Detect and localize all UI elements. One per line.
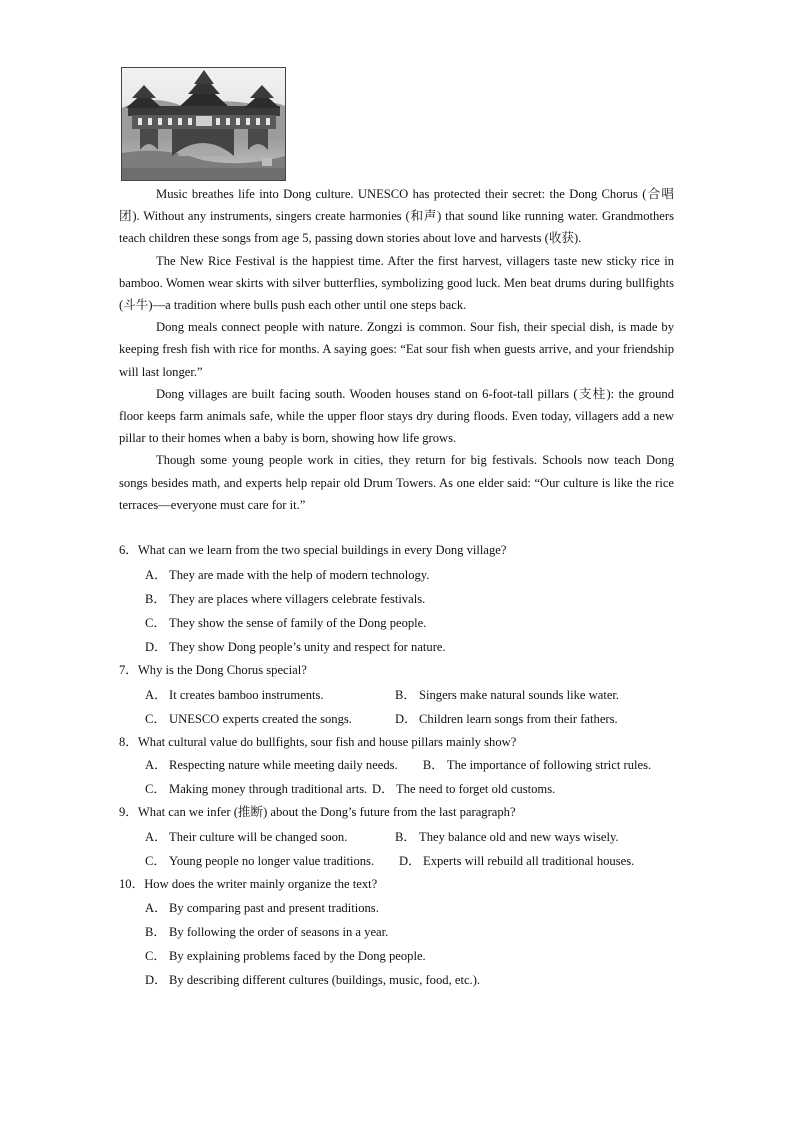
option-c[interactable] — [145, 944, 675, 968]
option-a[interactable] — [145, 563, 675, 587]
option-text: They show the sense of family of the Dong people. — [169, 615, 427, 630]
option-letter: D． — [145, 639, 167, 654]
option-row — [145, 825, 675, 849]
passage-paragraph: Dong meals connect people with nature. Zongzi is common. Sour fish, their special dish, is made by keeping fresh fish with rice for months. A saying goes: “Eat sour fish when guests arrive, and your friendship will last longer.” — [119, 320, 674, 379]
question-number: 9． — [119, 804, 138, 819]
option-b[interactable] — [145, 920, 675, 944]
option-d[interactable] — [372, 777, 555, 801]
option-letter: C． — [145, 949, 166, 964]
option-text: Children learn songs from their fathers. — [419, 711, 618, 726]
question-stem — [119, 659, 675, 683]
option-letter: D． — [395, 711, 417, 726]
reading-passage — [119, 183, 674, 516]
option-letter: B． — [145, 925, 166, 940]
question-number: 10． — [119, 876, 145, 891]
option-letter: D． — [372, 781, 394, 796]
option-b[interactable] — [145, 587, 675, 611]
question-stem — [119, 873, 675, 897]
option-text: Making money through traditional arts. — [169, 781, 368, 796]
question-list — [119, 539, 675, 992]
option-row — [145, 707, 675, 731]
option-row — [145, 754, 675, 777]
question-stem — [119, 801, 675, 825]
option-a[interactable] — [145, 896, 675, 920]
option-list — [119, 563, 675, 659]
option-text: It creates bamboo instruments. — [169, 687, 324, 702]
option-text: By following the order of seasons in a year. — [169, 925, 389, 940]
option-b[interactable] — [423, 758, 651, 772]
question-stem — [119, 539, 675, 563]
question-number: 6． — [119, 543, 138, 557]
question-text: How does the writer mainly organize the text? — [144, 876, 378, 891]
option-text: The need to forget old customs. — [396, 781, 556, 796]
wind-rain-bridge-icon — [122, 68, 285, 180]
option-list — [119, 683, 675, 731]
option-letter: A． — [145, 901, 167, 916]
option-row — [145, 849, 675, 873]
option-letter: C． — [145, 615, 166, 630]
passage-paragraph: Though some young people work in cities, they return for big festivals. Schools now teach Dong songs besides math, and experts help repair old Drum Towers. As one elder said: “Our culture is like the rice terraces—everyone must care for it.” — [119, 453, 674, 512]
option-list — [119, 754, 675, 801]
option-c[interactable] — [145, 849, 399, 873]
option-d[interactable] — [399, 849, 634, 873]
passage-paragraph: Music breathes life into Dong culture. UNESCO has protected their secret: the Dong Chorus (合唱团). Without any instruments, singers create harmonies (和声) that sound like running water. Grandmothers teach children these songs from age 5, passing down stories about love and harvests (收获). — [119, 187, 674, 246]
option-letter: B． — [395, 829, 416, 844]
option-letter: C． — [145, 853, 166, 868]
option-row — [145, 777, 675, 801]
option-letter: C． — [145, 781, 166, 796]
question-text: What can we infer (推断) about the Dong’s future from the last paragraph? — [137, 804, 516, 819]
option-letter: A． — [145, 687, 167, 702]
option-letter: B． — [395, 687, 416, 702]
passage-paragraph: The New Rice Festival is the happiest time. After the first harvest, villagers taste new sticky rice in bamboo. Women wear skirts with silver butterflies, symbolizing good luck. Men beat drums during bullfights (斗牛)—a tradition where bulls push each other until one steps back. — [119, 253, 674, 313]
question-text: What cultural value do bullfights, sour fish and house pillars mainly show? — [137, 734, 517, 749]
option-text: They are places where villagers celebrate festivals. — [169, 591, 426, 606]
option-d[interactable] — [145, 635, 675, 659]
option-d[interactable] — [395, 707, 618, 731]
question-number: 8． — [119, 734, 138, 749]
option-a[interactable] — [145, 825, 395, 849]
option-text: Young people no longer value traditions. — [169, 853, 375, 868]
option-a[interactable] — [145, 683, 395, 707]
option-a[interactable] — [145, 758, 398, 772]
option-text: By explaining problems faced by the Dong people. — [169, 949, 426, 964]
passage-paragraph: Dong villages are built facing south. Wooden houses stand on 6-foot-tall pillars (支柱): the ground floor keeps farm animals safe, while the upper floor stays dry during floods. Even today, villagers add a new pillar to their homes when a baby is born, showing how life grows. — [119, 386, 674, 446]
option-list — [119, 825, 675, 873]
option-text: They show Dong people’s unity and respect for nature. — [169, 639, 446, 654]
option-text: By describing different cultures (buildings, music, food, etc.). — [169, 973, 481, 988]
option-text: Experts will rebuild all traditional houses. — [423, 853, 635, 868]
option-d[interactable] — [145, 968, 675, 992]
option-text: By comparing past and present traditions. — [169, 901, 379, 916]
dong-bridge-photo — [121, 67, 286, 181]
option-text: They are made with the help of modern technology. — [169, 567, 430, 582]
question-8 — [119, 731, 675, 801]
option-letter: C． — [145, 711, 166, 726]
option-letter: D． — [399, 853, 421, 868]
question-stem — [119, 731, 675, 755]
option-text: The importance of following strict rules. — [446, 758, 652, 773]
option-letter: A． — [145, 758, 167, 773]
option-list — [119, 896, 675, 992]
option-letter: D． — [145, 973, 167, 988]
question-9 — [119, 801, 675, 873]
option-text: Singers make natural sounds like water. — [419, 687, 620, 702]
option-c[interactable] — [145, 777, 372, 801]
question-6 — [119, 539, 675, 659]
option-letter: B． — [422, 758, 444, 773]
question-7 — [119, 659, 675, 731]
option-letter: A． — [145, 567, 167, 582]
question-10 — [119, 873, 675, 993]
option-row — [145, 683, 675, 707]
option-text: Respecting nature while meeting daily needs. — [169, 758, 398, 773]
option-b[interactable] — [395, 683, 619, 707]
option-text: Their culture will be changed soon. — [169, 829, 348, 844]
question-number: 7． — [119, 662, 138, 677]
option-letter: A． — [145, 829, 167, 844]
option-text: UNESCO experts created the songs. — [169, 711, 352, 726]
question-text: What can we learn from the two special buildings in every Dong village? — [137, 543, 507, 557]
option-letter: B． — [145, 591, 166, 606]
option-b[interactable] — [395, 825, 619, 849]
option-c[interactable] — [145, 611, 675, 635]
question-text: Why is the Dong Chorus special? — [137, 662, 307, 677]
option-text: They balance old and new ways wisely. — [419, 829, 619, 844]
option-c[interactable] — [145, 707, 395, 731]
